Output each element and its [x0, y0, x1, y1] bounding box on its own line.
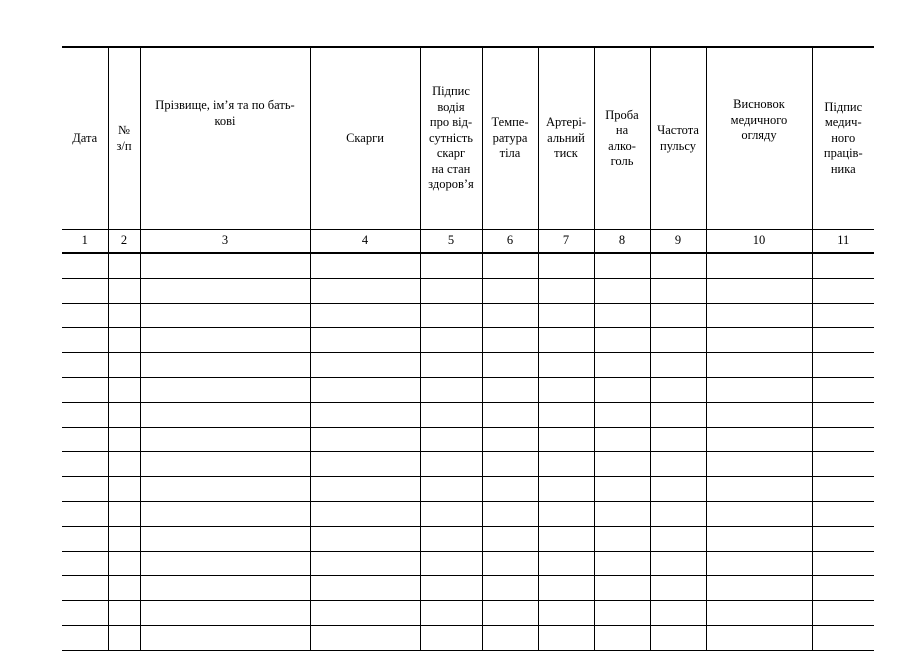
table-cell — [420, 625, 482, 650]
table-row — [62, 353, 874, 378]
table-cell — [706, 303, 812, 328]
table-cell — [594, 278, 650, 303]
table-cell — [482, 278, 538, 303]
table-cell — [706, 377, 812, 402]
journal-body — [62, 253, 874, 650]
table-cell — [812, 452, 874, 477]
table-row — [62, 625, 874, 650]
table-row — [62, 328, 874, 353]
table-cell — [310, 278, 420, 303]
table-cell — [140, 278, 310, 303]
table-cell — [650, 576, 706, 601]
table-cell — [650, 402, 706, 427]
table-cell — [482, 377, 538, 402]
column-number: 4 — [310, 230, 420, 254]
table-cell — [812, 377, 874, 402]
table-cell — [108, 328, 140, 353]
table-cell — [482, 625, 538, 650]
table-cell — [650, 601, 706, 626]
table-cell — [482, 601, 538, 626]
table-cell — [812, 576, 874, 601]
table-cell — [812, 501, 874, 526]
table-cell — [650, 427, 706, 452]
table-cell — [482, 501, 538, 526]
table-cell — [420, 278, 482, 303]
table-cell — [62, 452, 108, 477]
table-cell — [706, 501, 812, 526]
table-cell — [420, 477, 482, 502]
table-cell — [706, 452, 812, 477]
table-cell — [538, 477, 594, 502]
table-cell — [706, 328, 812, 353]
table-cell — [538, 427, 594, 452]
table-cell — [62, 427, 108, 452]
table-cell — [650, 526, 706, 551]
table-cell — [706, 253, 812, 278]
table-cell — [594, 303, 650, 328]
column-number: 9 — [650, 230, 706, 254]
column-number: 3 — [140, 230, 310, 254]
table-cell — [812, 601, 874, 626]
table-cell — [538, 501, 594, 526]
table-cell — [140, 253, 310, 278]
table-cell — [140, 427, 310, 452]
table-cell — [650, 377, 706, 402]
table-row — [62, 303, 874, 328]
table-cell — [140, 477, 310, 502]
table-cell — [420, 427, 482, 452]
table-cell — [482, 576, 538, 601]
table-row — [62, 452, 874, 477]
header-row — [62, 47, 874, 230]
table-cell — [310, 328, 420, 353]
table-cell — [62, 477, 108, 502]
table-cell — [420, 452, 482, 477]
table-cell — [706, 601, 812, 626]
table-cell — [108, 377, 140, 402]
table-cell — [108, 278, 140, 303]
table-cell — [140, 328, 310, 353]
table-cell — [108, 303, 140, 328]
table-cell — [482, 452, 538, 477]
medical-exam-journal-table — [62, 46, 874, 651]
table-cell — [108, 353, 140, 378]
table-cell — [140, 501, 310, 526]
table-cell — [706, 353, 812, 378]
table-cell — [594, 452, 650, 477]
table-row — [62, 402, 874, 427]
table-cell — [812, 278, 874, 303]
column-number: 5 — [420, 230, 482, 254]
column-number: 1 — [62, 230, 108, 254]
table-cell — [62, 526, 108, 551]
table-cell — [706, 278, 812, 303]
table-cell — [62, 377, 108, 402]
table-cell — [594, 501, 650, 526]
table-cell — [140, 625, 310, 650]
table-cell — [140, 601, 310, 626]
table-cell — [538, 353, 594, 378]
table-cell — [812, 625, 874, 650]
table-cell — [650, 501, 706, 526]
table-cell — [594, 353, 650, 378]
table-cell — [594, 377, 650, 402]
column-number: 6 — [482, 230, 538, 254]
table-cell — [140, 303, 310, 328]
table-cell — [420, 253, 482, 278]
table-row — [62, 427, 874, 452]
table-cell — [650, 253, 706, 278]
table-cell — [706, 526, 812, 551]
table-cell — [538, 601, 594, 626]
table-cell — [482, 402, 538, 427]
table-cell — [108, 427, 140, 452]
table-cell — [538, 452, 594, 477]
table-cell — [812, 402, 874, 427]
table-cell — [482, 253, 538, 278]
table-row — [62, 253, 874, 278]
table-cell — [310, 526, 420, 551]
header-number: № з/п — [108, 47, 140, 230]
table-cell — [140, 526, 310, 551]
table-cell — [650, 551, 706, 576]
table-cell — [62, 303, 108, 328]
table-row — [62, 477, 874, 502]
header-body-temperature: Темпе- ратура тіла — [482, 47, 538, 230]
table-cell — [108, 253, 140, 278]
table-cell — [482, 526, 538, 551]
table-cell — [594, 551, 650, 576]
table-cell — [420, 328, 482, 353]
table-cell — [482, 427, 538, 452]
column-number: 10 — [706, 230, 812, 254]
table-cell — [482, 303, 538, 328]
table-row — [62, 501, 874, 526]
table-cell — [594, 427, 650, 452]
table-cell — [594, 477, 650, 502]
column-number-row — [62, 230, 874, 254]
table-cell — [108, 477, 140, 502]
table-cell — [420, 377, 482, 402]
table-cell — [108, 501, 140, 526]
table-cell — [310, 377, 420, 402]
table-cell — [62, 625, 108, 650]
table-row — [62, 576, 874, 601]
table-cell — [650, 452, 706, 477]
table-cell — [594, 526, 650, 551]
table-cell — [62, 278, 108, 303]
table-cell — [62, 601, 108, 626]
table-cell — [420, 551, 482, 576]
table-cell — [108, 625, 140, 650]
table-cell — [108, 402, 140, 427]
table-cell — [420, 353, 482, 378]
table-cell — [310, 625, 420, 650]
table-cell — [310, 452, 420, 477]
table-cell — [420, 303, 482, 328]
table-cell — [62, 551, 108, 576]
column-number: 7 — [538, 230, 594, 254]
table-cell — [62, 402, 108, 427]
table-cell — [140, 377, 310, 402]
table-cell — [538, 253, 594, 278]
header-blood-pressure: Артері- альний тиск — [538, 47, 594, 230]
header-date: Дата — [62, 47, 108, 230]
table-cell — [594, 328, 650, 353]
table-cell — [538, 303, 594, 328]
table-cell — [706, 477, 812, 502]
column-number: 8 — [594, 230, 650, 254]
table-row — [62, 551, 874, 576]
table-cell — [482, 328, 538, 353]
table-cell — [140, 576, 310, 601]
table-row — [62, 526, 874, 551]
table-cell — [140, 551, 310, 576]
table-cell — [812, 253, 874, 278]
table-cell — [594, 625, 650, 650]
table-cell — [310, 402, 420, 427]
table-cell — [538, 625, 594, 650]
table-cell — [538, 526, 594, 551]
table-cell — [538, 551, 594, 576]
header-exam-conclusion: Висновок медичного огляду — [706, 47, 812, 230]
header-full-name: Прізвище, ім’я та по бать- кові — [140, 47, 310, 230]
table-cell — [594, 253, 650, 278]
table-cell — [108, 576, 140, 601]
table-cell — [420, 526, 482, 551]
column-number: 11 — [812, 230, 874, 254]
table-cell — [140, 353, 310, 378]
table-cell — [482, 477, 538, 502]
table-cell — [310, 353, 420, 378]
table-cell — [310, 501, 420, 526]
table-cell — [812, 328, 874, 353]
table-cell — [310, 253, 420, 278]
table-cell — [650, 477, 706, 502]
header-complaints: Скарги — [310, 47, 420, 230]
table-cell — [310, 601, 420, 626]
table-cell — [62, 576, 108, 601]
table-cell — [812, 353, 874, 378]
table-row — [62, 601, 874, 626]
table-cell — [420, 601, 482, 626]
table-cell — [140, 452, 310, 477]
table-cell — [310, 477, 420, 502]
table-cell — [594, 576, 650, 601]
table-cell — [594, 402, 650, 427]
table-cell — [706, 625, 812, 650]
table-cell — [650, 328, 706, 353]
table-cell — [538, 328, 594, 353]
table-cell — [650, 353, 706, 378]
table-cell — [420, 501, 482, 526]
table-cell — [706, 576, 812, 601]
table-cell — [650, 303, 706, 328]
table-cell — [706, 551, 812, 576]
table-cell — [420, 576, 482, 601]
table-cell — [650, 625, 706, 650]
table-cell — [108, 452, 140, 477]
table-cell — [310, 551, 420, 576]
table-cell — [538, 278, 594, 303]
table-cell — [812, 427, 874, 452]
table-cell — [62, 253, 108, 278]
table-cell — [482, 551, 538, 576]
header-driver-signature: Підпис водія про від- сутність скарг на стан здоров’я — [420, 47, 482, 230]
table-cell — [650, 278, 706, 303]
table-row — [62, 278, 874, 303]
table-cell — [706, 402, 812, 427]
table-cell — [420, 402, 482, 427]
table-cell — [812, 303, 874, 328]
table-cell — [62, 353, 108, 378]
table-cell — [310, 576, 420, 601]
table-cell — [482, 353, 538, 378]
table-cell — [140, 402, 310, 427]
header-pulse-rate: Частота пульсу — [650, 47, 706, 230]
table-cell — [108, 601, 140, 626]
table-cell — [108, 551, 140, 576]
header-alcohol-test: Проба на алко- голь — [594, 47, 650, 230]
table-row — [62, 377, 874, 402]
table-cell — [538, 377, 594, 402]
table-cell — [62, 501, 108, 526]
table-cell — [62, 328, 108, 353]
table-cell — [812, 526, 874, 551]
table-cell — [706, 427, 812, 452]
table-cell — [108, 526, 140, 551]
table-cell — [812, 477, 874, 502]
table-cell — [812, 551, 874, 576]
column-number: 2 — [108, 230, 140, 254]
table-cell — [310, 303, 420, 328]
table-cell — [310, 427, 420, 452]
header-medic-signature: Підпис медич- ного працiв- ника — [812, 47, 874, 230]
table-cell — [538, 576, 594, 601]
table-cell — [538, 402, 594, 427]
table-cell — [594, 601, 650, 626]
